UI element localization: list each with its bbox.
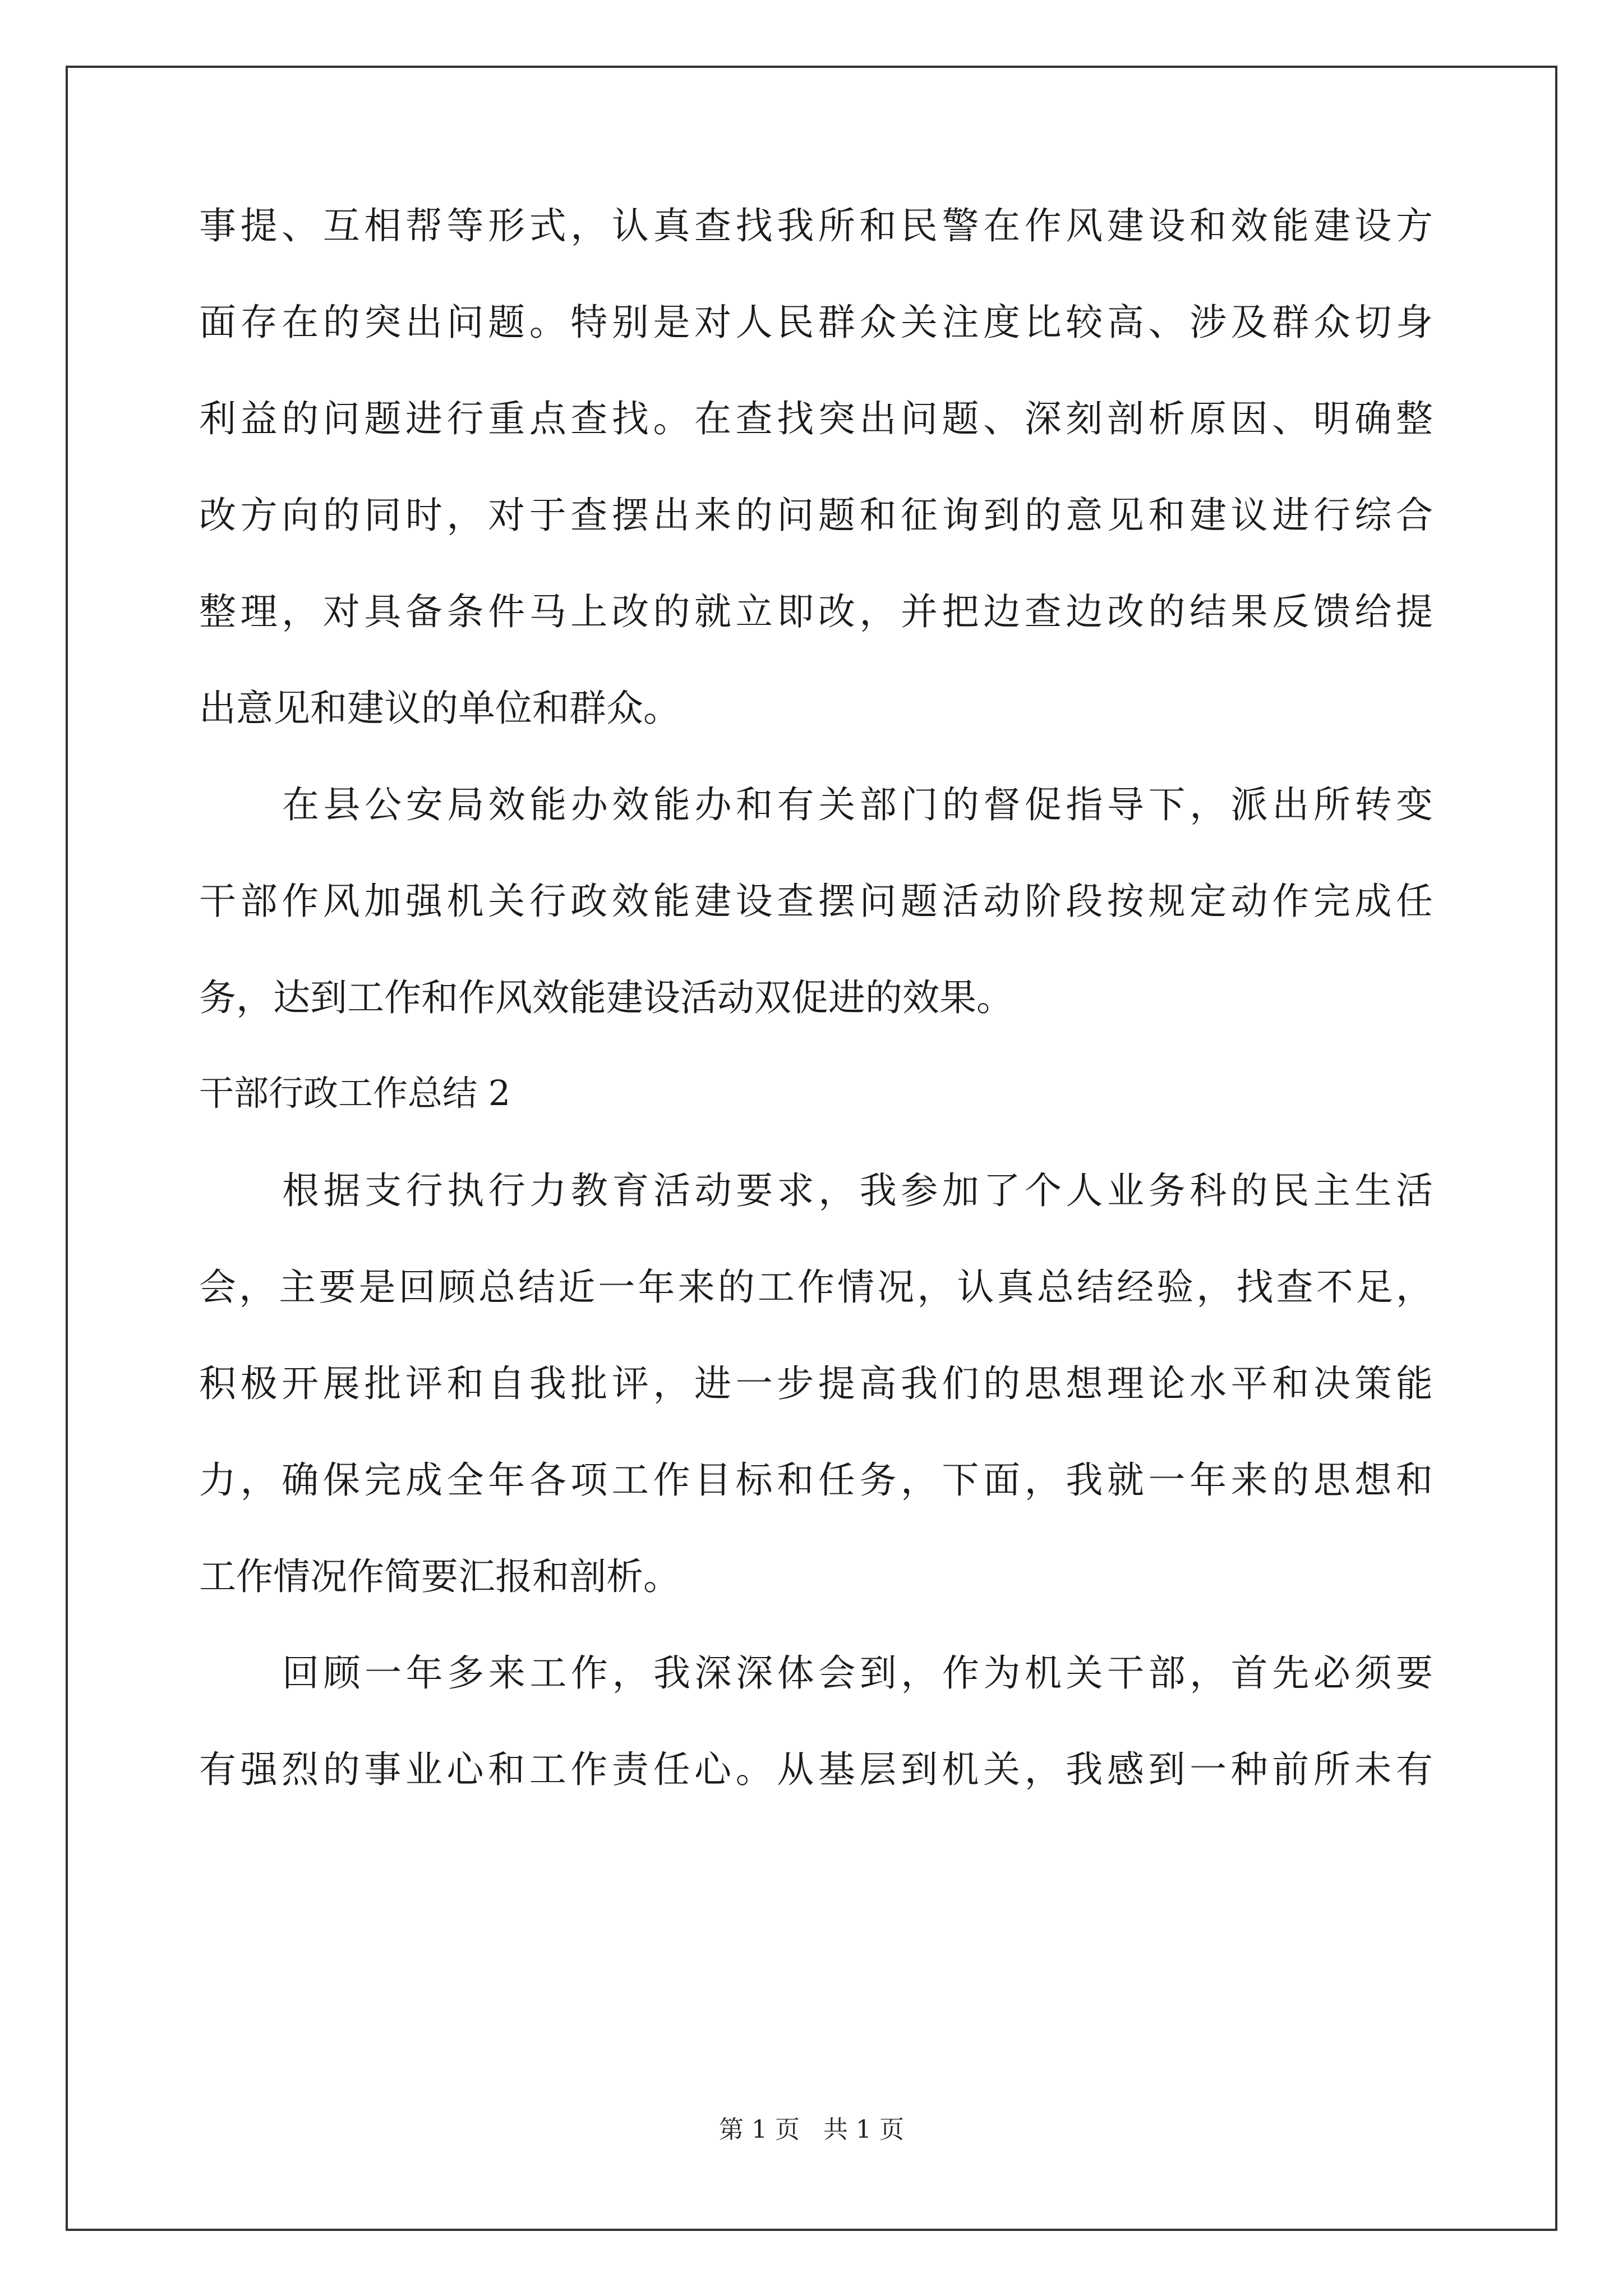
paragraph-line: 改方向的同时，对于查摆出来的问题和征询到的意见和建议进行综合 bbox=[199, 494, 1433, 537]
paragraph-line: 出意见和建议的单位和群众。 bbox=[199, 687, 680, 730]
paragraph-line: 工作情况作简要汇报和剖析。 bbox=[199, 1555, 680, 1598]
page-number: 第 1 页 bbox=[719, 2115, 800, 2144]
paragraph-line: 干部作风加强机关行政效能建设查摆问题活动阶段按规定动作完成任 bbox=[199, 880, 1433, 923]
paragraph-line: 根据支行执行力教育活动要求，我参加了个人业务科的民主生活 bbox=[282, 1169, 1433, 1212]
paragraph-line: 利益的问题进行重点查找。在查找突出问题、深刻剖析原因、明确整 bbox=[199, 397, 1433, 440]
paragraph-line: 积极开展批评和自我批评，进一步提高我们的思想理论水平和决策能 bbox=[199, 1362, 1433, 1405]
page-footer bbox=[0, 2109, 1623, 2145]
paragraph-line: 会，主要是回顾总结近一年来的工作情况，认真总结经验，找查不足， bbox=[199, 1266, 1433, 1309]
paragraph-line: 力，确保完成全年各项工作目标和任务，下面，我就一年来的思想和 bbox=[199, 1458, 1433, 1502]
page-total: 共 1 页 bbox=[823, 2115, 904, 2144]
paragraph-line: 事提、互相帮等形式，认真查找我所和民警在作风建设和效能建设方 bbox=[199, 204, 1433, 247]
footer-spacer bbox=[800, 2115, 823, 2144]
paragraph-line: 有强烈的事业心和工作责任心。从基层到机关，我感到一种前所未有 bbox=[199, 1748, 1433, 1791]
paragraph-line: 回顾一年多来工作，我深深体会到，作为机关干部，首先必须要 bbox=[282, 1651, 1433, 1695]
paragraph-line: 面存在的突出问题。特别是对人民群众关注度比较高、涉及群众切身 bbox=[199, 301, 1433, 344]
section-heading: 干部行政工作总结 2 bbox=[199, 1073, 511, 1114]
paragraph-line: 整理，对具备条件马上改的就立即改，并把边查边改的结果反馈给提 bbox=[199, 590, 1433, 633]
paragraph-line: 务，达到工作和作风效能建设活动双促进的效果。 bbox=[199, 976, 1013, 1019]
paragraph-line: 在县公安局效能办效能办和有关部门的督促指导下，派出所转变 bbox=[282, 783, 1433, 826]
page-border bbox=[66, 66, 1557, 2231]
